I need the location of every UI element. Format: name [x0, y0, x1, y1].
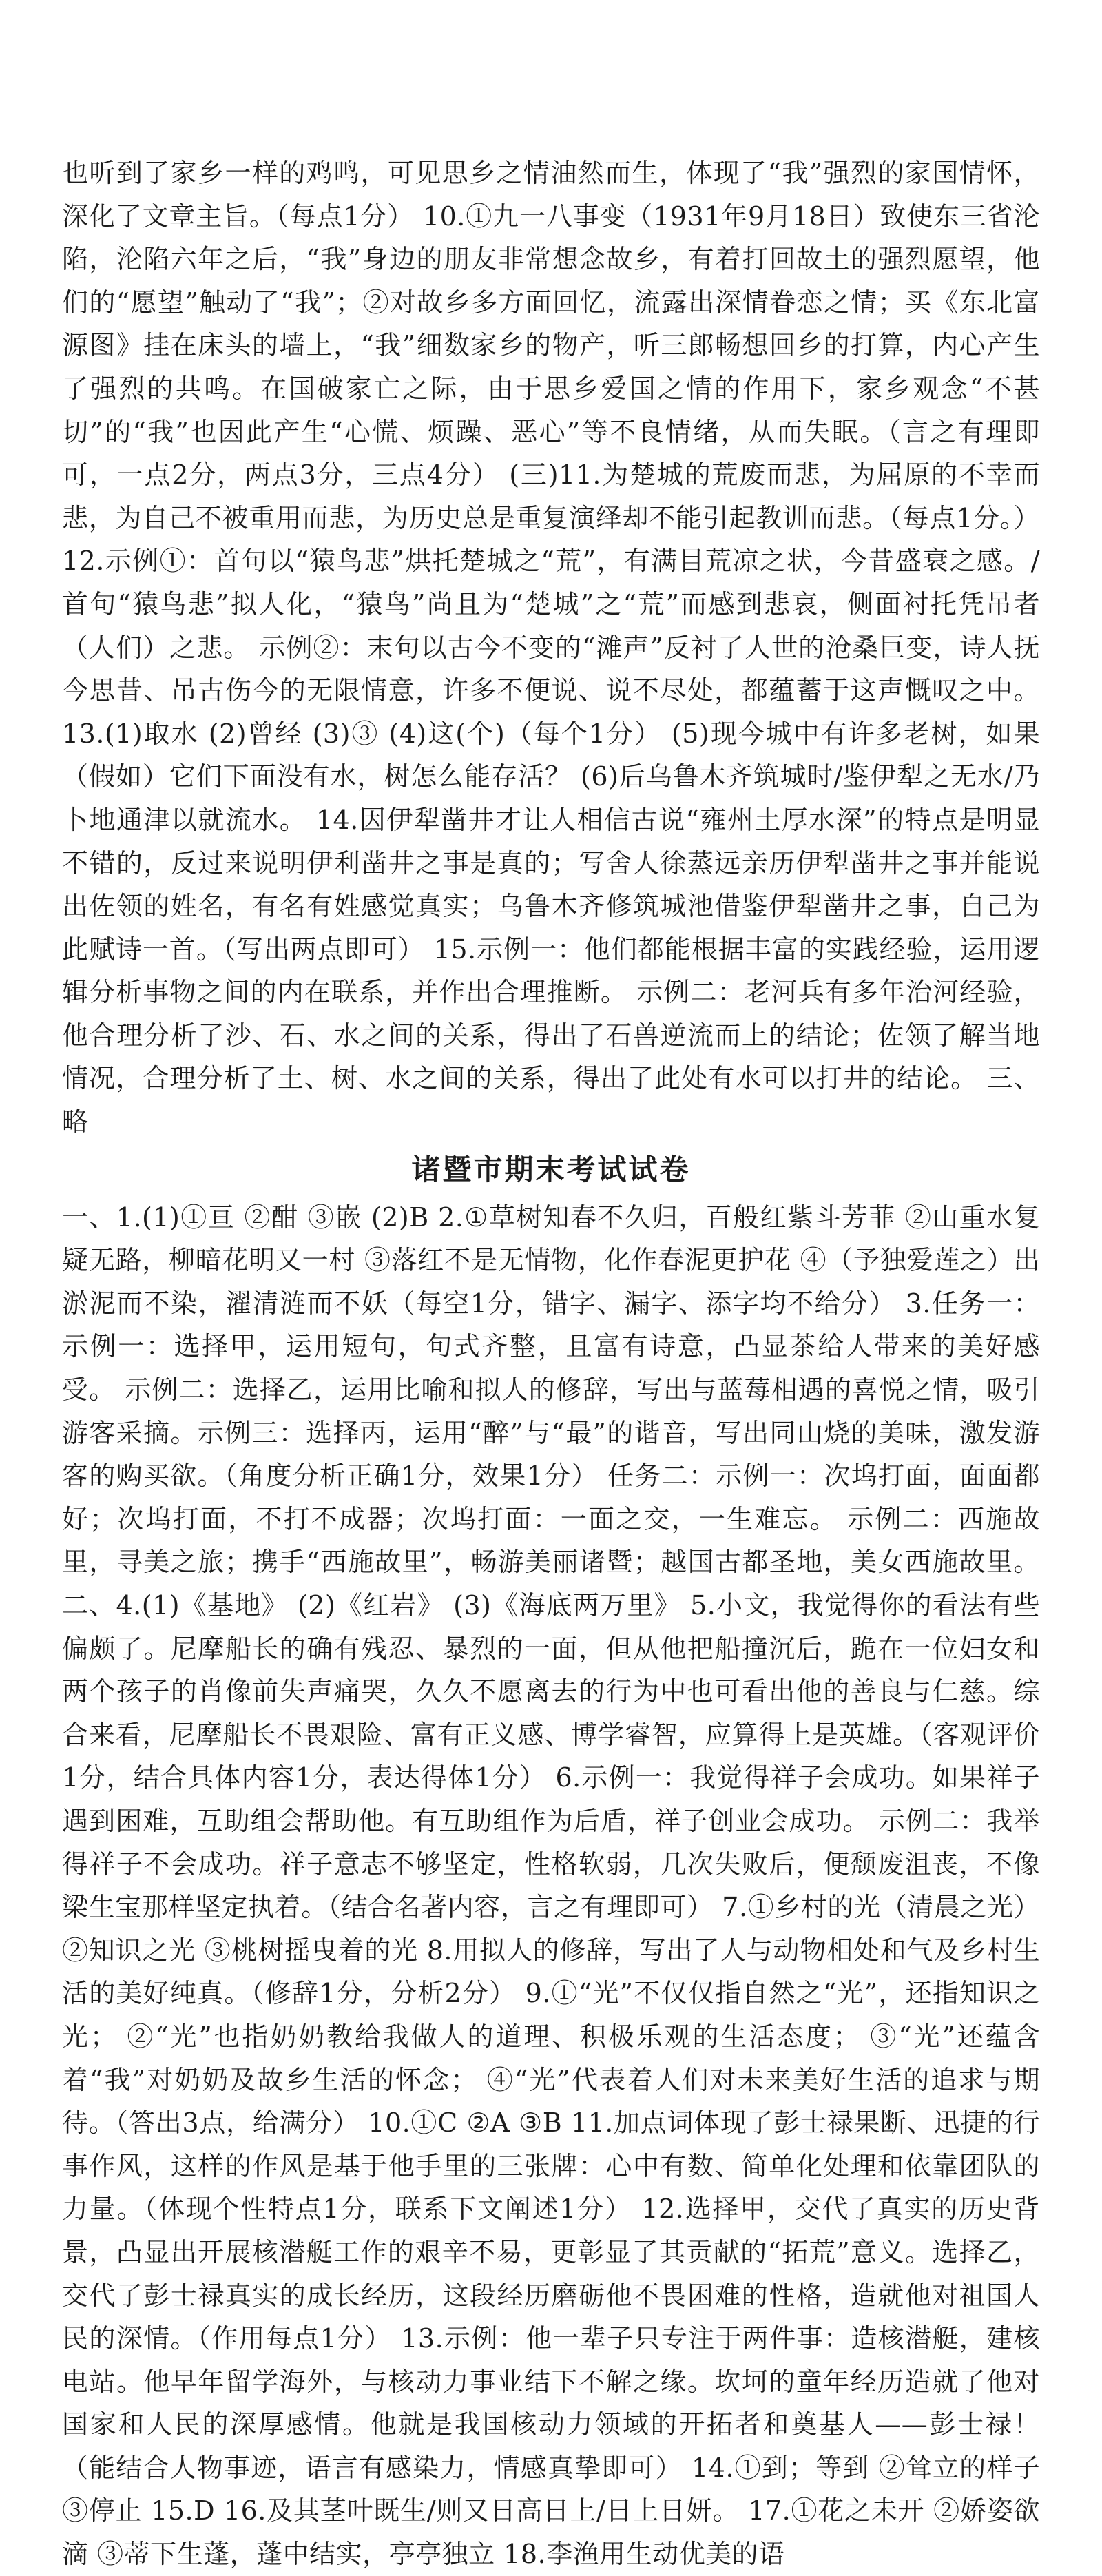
answer-text-block-zhuji-exam: 一、1.(1)①亘 ②酣 ③嵌 (2)B 2.①草树知春不久归，百般红紫斗芳菲 ②山重水复疑无路，柳暗花明又一村 ③落红不是无情物，化作春泥更护花 ④（予独爱莲之）出淤泥而不染，濯清涟而不妖（每空1分，错字、漏字、添字均不给分） 3.任务一：示例一：选择甲，运用短句，句式齐整，且富有诗意，凸显茶给人带来的美好感受。 示例二：选择乙，运用比喻和拟人的修辞，写出与蓝莓相遇的喜悦之情，吸引游客采摘。示例三：选择丙，运用“醉”与“最”的谐音，写出同山烧的美味，激发游客的购买欲。（角度分析正确1分，效果1分） 任务二：示例一：次坞打面，面面都好；次坞打面，不打不成器；次坞打面：一面之交，一生难忘。 示例二：西施故里，寻美之旅；携手“西施故里”，畅游美丽诸暨；越国古都圣地，美女西施故里。 二、4.(1)《基地》 (2)《红岩》 (3)《海底两万里》 5.小文，我觉得你的看法有些偏颇了。尼摩船长的确有残忍、暴烈的一面，但从他把船撞沉后，跪在一位妇女和两个孩子的肖像前失声痛哭，久久不愿离去的行为中也可看出他的善良与仁慈。综合来看，尼摩船长不畏艰险、富有正义感、博学睿智，应算得上是英雄。（客观评价1分，结合具体内容1分，表达得体1分） 6.示例一：我觉得祥子会成功。如果祥子遇到困难，互助组会帮助他。有互助组作为后盾，祥子创业会成功。 示例二：我举得祥子不会成功。祥子意志不够坚定，性格软弱，几次失败后，便颓废沮丧，不像梁生宝那样坚定执着。（结合名著内容，言之有理即可） 7.①乡村的光（清晨之光） ②知识之光 ③桃树摇曳着的光 8.用拟人的修辞，写出了人与动物相处和气及乡村生活的美好纯真。（修辞1分，分析2分） 9.①“光”不仅仅指自然之“光”，还指知识之光； ②“光”也指奶奶教给我做人的道理、积极乐观的生活态度； ③“光”还蕴含着“我”对奶奶及故乡生活的怀念； ④“光”代表着人们对未来美好生活的追求与期待。（答出3点，给满分） 10.①C ②A ③B 11.加点词体现了彭士禄果断、迅捷的行事作风，这样的作风是基于他手里的三张牌：心中有数、简单化处理和依靠团队的力量。（体现个性特点1分，联系下文阐述1分） 12.选择甲，交代了真实的历史背景，凸显出开展核潜艇工作的艰辛不易，更彰显了其贡献的“拓荒”意义。选择乙，交代了彭士禄真实的成长经历，这段经历磨砺他不畏困难的性格，造就他对祖国人民的深情。（作用每点1分） 13.示例：他一辈子只专注于两件事：造核潜艇，建核电站。他早年留学海外，与核动力事业结下不解之缘。坎坷的童年经历造就了他对国家和人民的深厚感情。他就是我国核动力领域的开拓者和奠基人——彭士禄！（能结合人物事迹，语言有感染力，情感真挚即可） 14.①到；等到 ②耸立的样子 ③停止 15.D 16.及其茎叶既生/则又日高日上/日上日妍。 17.①花之未开 ②娇姿欲滴 ③蒂下生蓬，蓬中结实，亭亭独立 18.李渔用生动优美的语 [62, 1202, 1040, 2570]
exam-section-title: 诸暨市期末考试试卷 [411, 1152, 691, 1186]
answer-page [62, 152, 1040, 2576]
answer-text-block-previous-exam: 也听到了家乡一样的鸡鸣，可见思乡之情油然而生，体现了“我”强烈的家国情怀，深化了文章主旨。（每点1分） 10.①九一八事变（1931年9月18日）致使东三省沦陷，沦陷六年之后，“我”身边的朋友非常想念故乡，有着打回故土的强烈愿望，他们的“愿望”触动了“我”；②对故乡多方面回忆，流露出深情眷恋之情；买《东北富源图》挂在床头的墙上，“我”细数家乡的物产，听三郎畅想回乡的打算，内心产生了强烈的共鸣。在国破家亡之际，由于思乡爱国之情的作用下，家乡观念“不甚切”的“我”也因此产生“心慌、烦躁、恶心”等不良情绪，从而失眠。（言之有理即可，一点2分，两点3分，三点4分） (三)11.为楚城的荒废而悲，为屈原的不幸而悲，为自己不被重用而悲，为历史总是重复演绎却不能引起教训而悲。（每点1分。） 12.示例①：首句以“猿鸟悲”烘托楚城之“荒”，有满目荒凉之状，今昔盛衰之感。/首句“猿鸟悲”拟人化，“猿鸟”尚且为“楚城”之“荒”而感到悲哀，侧面衬托凭吊者（人们）之悲。 示例②：末句以古今不变的“滩声”反衬了人世的沧桑巨变，诗人抚今思昔、吊古伤今的无限情意，许多不便说、说不尽处，都蕴蓄于这声慨叹之中。 13.(1)取水 (2)曾经 (3)③ (4)这(个)（每个1分） (5)现今城中有许多老树，如果（假如）它们下面没有水，树怎么能存活？ (6)后乌鲁木齐筑城时/鉴伊犁之无水/乃卜地通津以就流水。 14.因伊犁凿井才让人相信古说“雍州土厚水深”的特点是明显不错的，反过来说明伊利凿井之事是真的；写舍人徐蒸远亲历伊犁凿井之事并能说出佐领的姓名，有名有姓感觉真实；乌鲁木齐修筑城池借鉴伊犁凿井之事，自己为此赋诗一首。（写出两点即可） 15.示例一：他们都能根据丰富的实践经验，运用逻辑分析事物之间的内在联系，并作出合理推断。 示例二：老河兵有多年治河经验，他合理分析了沙、石、水之间的关系，得出了石兽逆流而上的结论；佐领了解当地情况，合理分析了土、树、水之间的关系，得出了此处有水可以打井的结论。 三、略 [62, 158, 1040, 1137]
